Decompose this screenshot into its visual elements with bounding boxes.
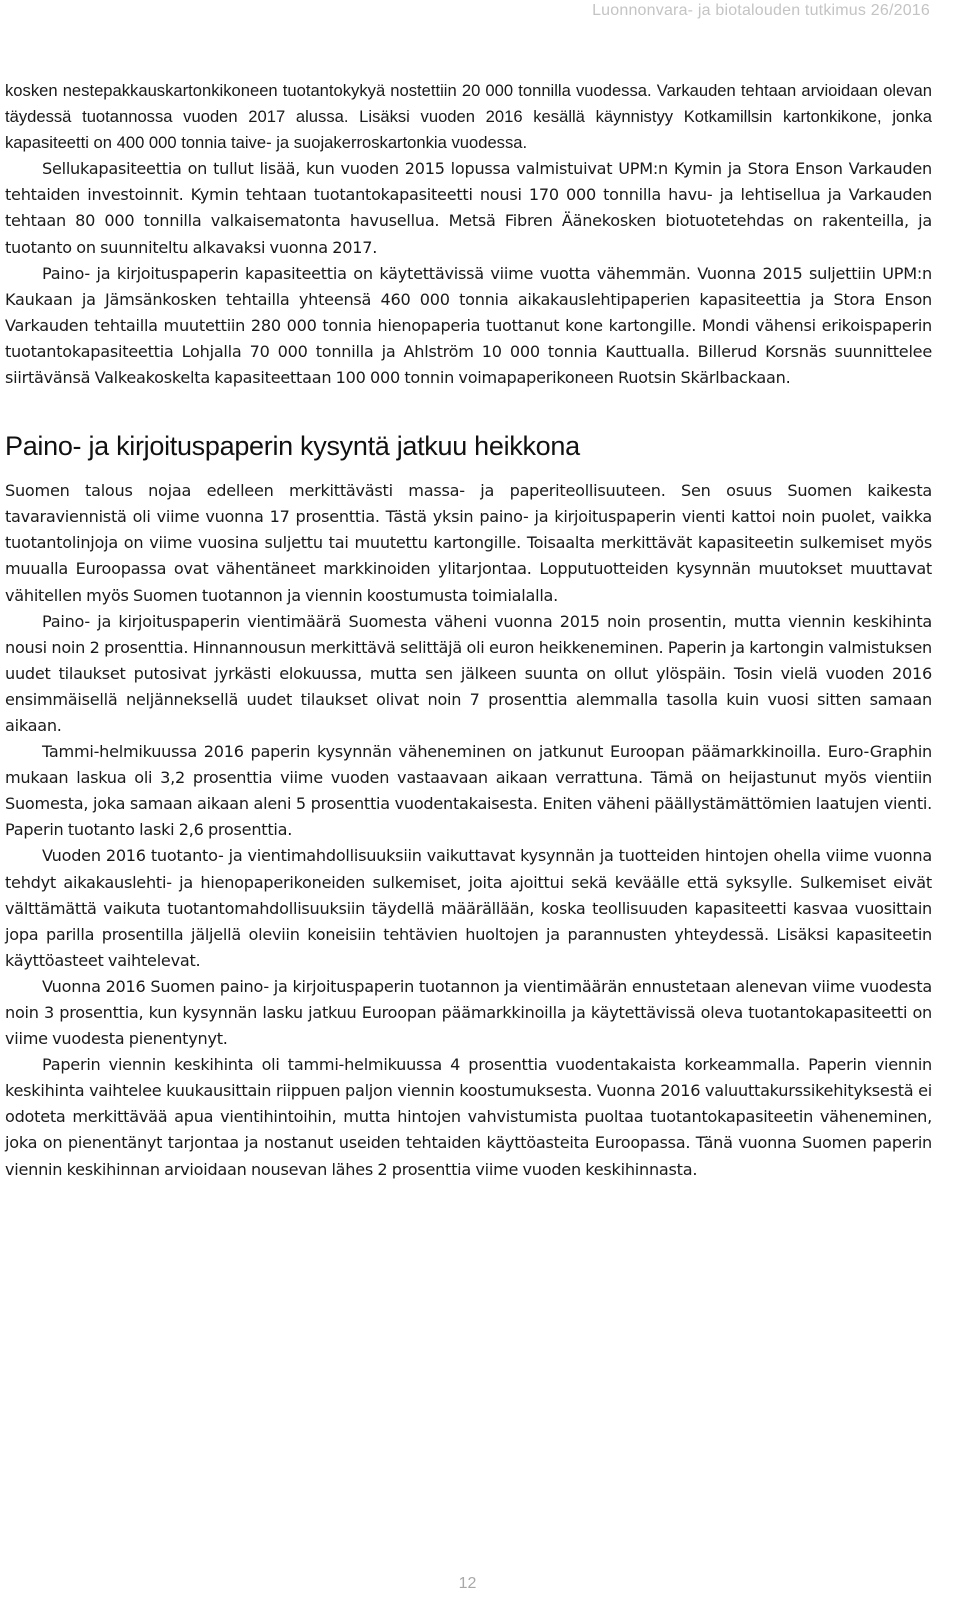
paragraph-closures: Vuoden 2016 tuotanto- ja vientimahdollisuuksiin vaikuttavat kysynnän ja tuotteiden hintojen ohella viime vuonna tehdyt aikakauslehti- ja hienopaperikoneiden sulkemiset, joita ajoittui sekä keväälle että syksylle. Sulkemiset eivät välttämättä vaikuta tuotantomahdollisuuksiin täydellä määrällään, koska teollisuuden kapasiteetti kasvaa vuosittain jopa parilla prosentilla jäljellä oleviin koneisiin tehtävien huoltojen ja parannusten yhteydessä. Lisäksi kapasiteetin käyttöasteet vaihtelevat. [5,846,932,970]
paragraph-forecast: Vuonna 2016 Suomen paino- ja kirjoituspaperin tuotannon ja vientimäärän ennustetaan alenevan viime vuodesta noin 3 prosenttia, kun kysynnän lasku jatkuu Euroopan päämarkkinoilla ja käytettävissä oleva tuotantokapasiteetti on viime vuodesta pienentynyt. [5,976,932,1049]
paragraph-paper-capacity: Paino- ja kirjoituspaperin kapasiteettia on käytettävissä viime vuotta vähemmän. Vuonna 2015 suljettiin UPM:n Kaukaan ja Jämsänkosken tehtailla yhteensä 460 000 tonnia aikakauslehtipaperien kapasiteettia ja Stora Enson Varkauden tehtailla muutettiin 280 000 tonnia hienopaperia tuottanut kone kartongille. Mondi vähensi erikoispaperin tuotantokapasiteettia Lohjalla 70 000 tonnilla ja Ahlström 10 000 tonnia Kauttualla. Billerud Korsnäs suunnittelee siirtävänsä Valkeakoskelta kapasiteettaan 100 000 tonnin voimapaperikoneen Ruotsin Skärlbackaan. [5,263,932,388]
paragraph-export-volume: Paino- ja kirjoituspaperin vientimäärä Suomesta väheni vuonna 2015 noin prosentin, mutta viennin keskihinta nousi noin 2 prosenttia. Hinnannousun merkittävä selittäjä oli euron heikkeneminen. Paperin ja kartongin valmistuksen uudet tilaukset putosivat jyrkästi elokuussa, mutta sen jälkeen suunta on ollut ylöspäin. Tosin vielä vuoden 2016 ensimmäisellä neljänneksellä uudet tilaukset olivat noin 7 prosenttia alemmalla tasolla kuin vuosi sitten samaan aikaan. [5,611,932,735]
page-number: 12 [458,1575,477,1592]
paragraph-pulp-capacity: Sellukapasiteettia on tullut lisää, kun vuoden 2015 lopussa valmistuivat UPM:n Kymin ja Stora Enson Varkauden tehtaiden investoinnit. Kymin tehtaan tuotantokapasiteetti nousi 170 000 tonnilla havu- ja lehtisellua ja Varkauden tehtaan 80 000 tonnilla valkaisematonta havusellua. Metsä Fibren Äänekosken biotuotetehdas on rakenteilla, ja tuotanto on suunniteltu alkavaksi vuonna 2017. [5,159,932,257]
section-heading: Paino- ja kirjoituspaperin kysyntä jatkuu heikkona [5,431,580,462]
paragraph-economy: Suomen talous nojaa edelleen merkittävästi massa- ja paperiteollisuuteen. Sen osuus Suomen kaikesta tavaraviennistä oli viime vuonna 17 prosenttia. Tästä yksin paino- ja kirjoituspaperin vienti kattoi noin puolet, vaikka tuotantolinjoja on viime vuosina suljettu tai muutettu kartongille. Toisaalta merkittävät kapasiteetin sulkemiset myös muualla Euroopassa ovat vähentäneet markkinoiden ylitarjontaa. Lopputuotteiden kysynnän muutokset muuttavat vähitellen myös Suomen tuotannon ja viennin koostumusta toimialalla. [5,481,932,605]
paragraph-prices: Paperin viennin keskihinta oli tammi-helmikuussa 4 prosenttia vuodentakaista korkeammalla. Paperin viennin keskihinta vaihtelee kuukausittain riippuen paljon viennin koostumuksesta. Vuonna 2016 valuuttakurssikehityksestä ei odoteta merkittävää apua vientihintoihin, mutta hintojen vahvistumista puoltaa tuotantokapasiteetin väheneminen, joka on pienentänyt tarjontaa ja nostanut useiden tehtaiden käyttöasteita Euroopassa. Tänä vuonna Suomen paperin viennin keskihinnan arvioidaan nousevan lähes 2 prosenttia viime vuoden keskihinnasta. [5,1055,932,1179]
paragraph-continuation: kosken nestepakkauskartonkikoneen tuotantokykyä nostettiin 20 000 tonnilla vuodessa. Varkauden tehtaan arvioidaan olevan täydessä tuotannossa vuoden 2017 alussa. Lisäksi vuoden 2016 kesällä käynnistyy Kotkamillsin kartonkikone, jonka kapasiteetti on 400 000 tonnia taive- ja suojakerroskartonkia vuodessa. [5,81,932,153]
document-body [5,78,932,1183]
running-header: Luonnonvara- ja biotalouden tutkimus 26/2016 [592,2,930,19]
paragraph-demand-decline: Tammi-helmikuussa 2016 paperin kysynnän väheneminen on jatkunut Euroopan päämarkkinoilla. Euro-Graphin mukaan laskua oli 3,2 prosenttia viime vuoden vastaavaan aikaan verrattuna. Tämä on heijastunut myös vientiin Suomesta, joka samaan aikaan aleni 5 prosenttia vuodentakaisesta. Eniten väheni päällystämättömien laatujen vienti. Paperin tuotanto laski 2,6 prosenttia. [5,742,932,840]
